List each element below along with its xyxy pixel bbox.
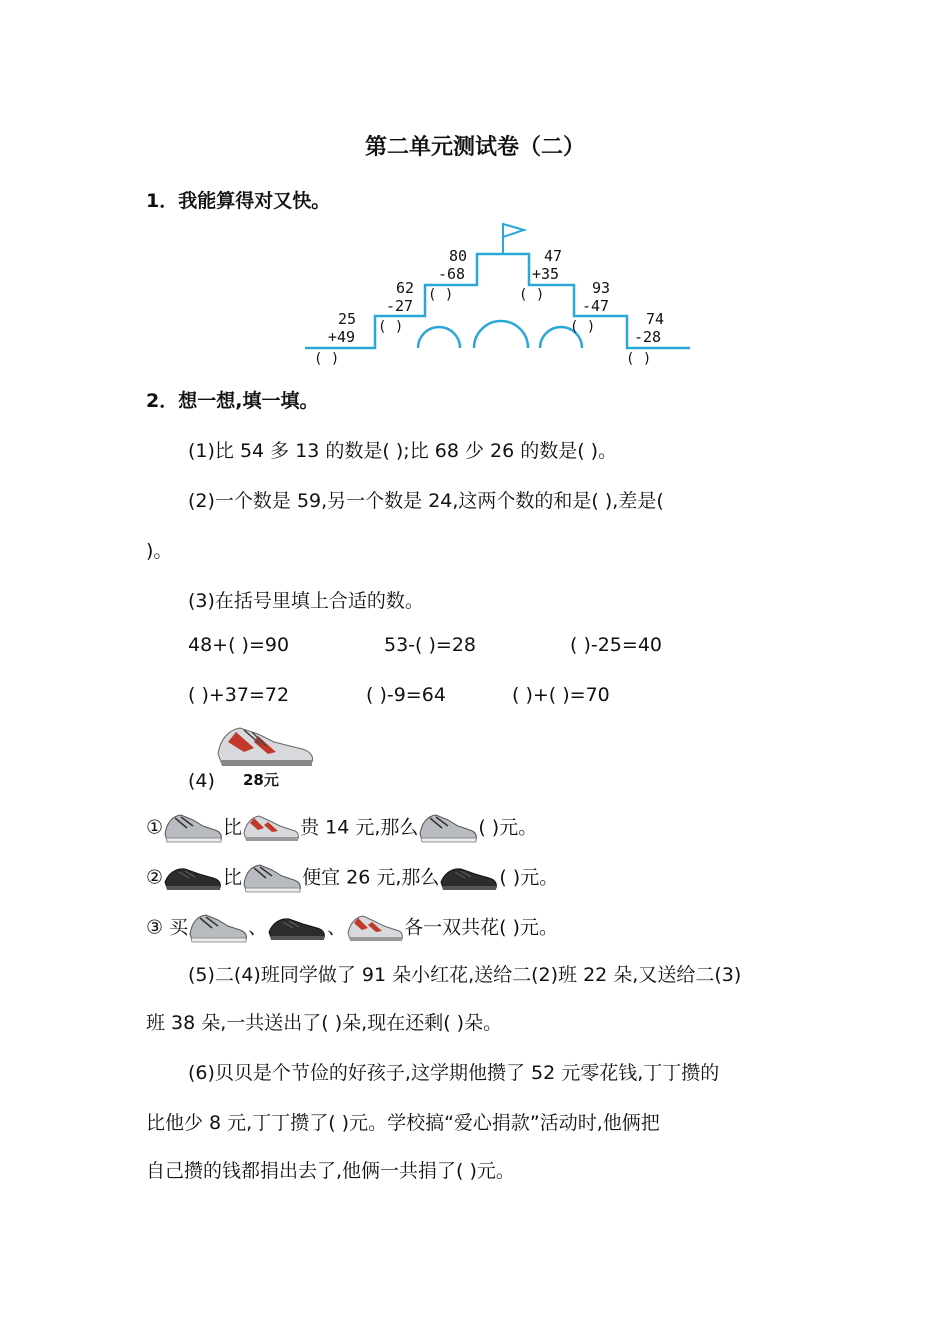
equation-3: ( )-25=40: [570, 634, 662, 656]
q2-part4-1: [146, 812, 537, 844]
castle-diagram: [300, 218, 700, 368]
p3-bottom: -68: [438, 265, 466, 283]
red-shoe-icon: [242, 813, 300, 843]
q2-part4-label: (4): [188, 770, 215, 792]
red-shoe-icon: [346, 913, 404, 943]
p5-blank: ( ): [570, 319, 596, 335]
p2-bottom: -27: [386, 297, 414, 315]
black-shoe-icon: [439, 864, 499, 892]
q2-part6-line1: (6)贝贝是个节俭的好孩子,这学期他攒了 52 元零花钱,丁丁攒的: [188, 1062, 720, 1084]
question-2-heading: 2．想一想,填一填。: [146, 390, 319, 412]
item-3-blank: 各一双共花( )元。: [404, 916, 558, 939]
question-1-heading: 1．我能算得对又快。: [146, 190, 331, 212]
item-1-num: ①: [146, 816, 164, 839]
red-shoe-image: [214, 722, 316, 770]
item-1-text-c: 贵 14 元,那么: [300, 816, 419, 839]
p2-blank: ( ): [378, 319, 404, 335]
p1-bottom: +49: [328, 328, 356, 346]
item-3-sep-2: 、: [327, 916, 347, 939]
q2-part4-3: [146, 912, 558, 944]
p6-top: 74: [646, 310, 665, 328]
q2-part6-line3: 自己攒的钱都捐出去了,他俩一共捐了( )元。: [146, 1160, 515, 1182]
equation-6: ( )+( )=70: [512, 684, 610, 706]
q2-part4-2: [146, 862, 558, 894]
castle-arch-left: [418, 327, 460, 348]
equation-1: 48+( )=90: [188, 634, 290, 656]
p1-blank: ( ): [314, 351, 340, 367]
p6-bottom: -28: [634, 328, 662, 346]
black-shoe-icon: [163, 864, 223, 892]
item-3-num: ③ 买: [146, 916, 189, 939]
p4-blank: ( ): [519, 287, 545, 303]
item-1-blank: ( )元。: [478, 816, 538, 839]
grey-shoe-icon: [163, 812, 223, 844]
item-3-sep-1: 、: [248, 916, 268, 939]
grey-shoe-icon: [242, 862, 302, 894]
grey-shoe-icon: [188, 912, 248, 944]
item-2-text-b: 比: [223, 866, 243, 889]
p2-top: 62: [396, 279, 415, 297]
q2-part2: (2)一个数是 59,另一个数是 24,这两个数的和是( ),差是(: [188, 490, 664, 512]
item-1-text-b: 比: [223, 816, 243, 839]
p4-top: 47: [544, 247, 563, 265]
page-title: 第二单元测试卷（二）: [364, 134, 585, 160]
q2-part3: (3)在括号里填上合适的数。: [188, 590, 424, 612]
equation-2: 53-( )=28: [384, 634, 476, 656]
p3-blank: ( ): [428, 287, 454, 303]
p4-bottom: +35: [532, 265, 560, 283]
equation-5: ( )-9=64: [366, 684, 446, 706]
q2-part5-line2: 班 38 朵,一共送出了( )朵,现在还剩( )朵。: [146, 1012, 503, 1034]
p6-blank: ( ): [626, 351, 652, 367]
p5-top: 93: [592, 279, 611, 297]
q2-part1: (1)比 54 多 13 的数是( );比 68 少 26 的数是( )。: [188, 440, 618, 462]
p1-top: 25: [338, 310, 357, 328]
item-2-text-c: 便宜 26 元,那么: [302, 866, 440, 889]
equation-4: ( )+37=72: [188, 684, 290, 706]
grey-shoe-icon: [418, 812, 478, 844]
black-shoe-icon: [267, 914, 327, 942]
q2-part6-line2: 比他少 8 元,丁丁攒了( )元。学校搞“爱心捐款”活动时,他俩把: [146, 1112, 660, 1134]
flag-icon: [503, 224, 524, 237]
castle-outline: [305, 254, 690, 348]
q2-part5-line1: (5)二(4)班同学做了 91 朵小红花,送给二(2)班 22 朵,又送给二(3): [188, 964, 742, 986]
item-2-blank: ( )元。: [499, 866, 559, 889]
p3-top: 80: [449, 247, 468, 265]
item-2-num: ②: [146, 866, 164, 889]
price-label: 28元: [243, 771, 279, 789]
p5-bottom: -47: [582, 297, 610, 315]
q2-part2-cont: )。: [146, 540, 173, 562]
castle-arch-middle: [474, 321, 528, 348]
